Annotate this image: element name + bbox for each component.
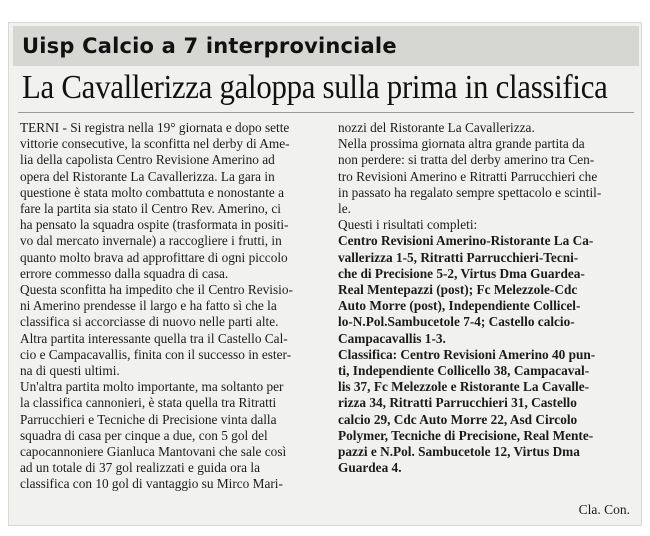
text-line: Real Mentepazzi (post); Fc Melezzole-Cdc bbox=[338, 282, 578, 298]
article-body-left bbox=[20, 120, 313, 493]
text-line: ad un totale di 37 gol realizzati e guida ora la bbox=[20, 460, 260, 476]
text-line: Altra partita interessante quella tra il Castello Cal- bbox=[20, 330, 288, 346]
text-line: quanto molto brava ad approfittare di ogni piccolo bbox=[20, 249, 288, 265]
text-line: lia della capolista Centro Revisione Amerino ad bbox=[20, 152, 275, 168]
section-kicker: Uisp Calcio a 7 interprovinciale bbox=[22, 34, 397, 58]
text-line: Nella prossima giornata altra grande partita da bbox=[338, 136, 585, 152]
text-line: tro Revisioni Amerino e Ritratti Parrucchieri che bbox=[338, 168, 598, 184]
text-line: na di questi ultimi. bbox=[20, 363, 120, 379]
text-line: ti, Independiente Collicello 38, Campacaval- bbox=[338, 363, 590, 379]
article-body-right bbox=[338, 120, 630, 233]
league-standings bbox=[338, 347, 630, 477]
text-line: Auto Morre (post), Independiente Collicel- bbox=[338, 298, 581, 314]
text-line: classifica si accorciasse di nuovo nelle parti alte. bbox=[20, 314, 279, 330]
match-results bbox=[338, 233, 630, 346]
text-line: vittorie consecutive, la sconfitta nel derby di Ame- bbox=[20, 136, 290, 152]
text-line: lo-N.Pol.Sambucetole 7-4; Castello calcio- bbox=[338, 314, 575, 330]
text-line: vallerizza 1-5, Ritratti Parrucchieri-Tecni- bbox=[338, 249, 579, 265]
text-line: le. bbox=[338, 201, 351, 217]
text-line: Questi i risultati completi: bbox=[338, 217, 478, 233]
text-line: rizza 34, Ritratti Parrucchieri 31, Castello bbox=[338, 395, 577, 411]
text-line: fare la partita sia stato il Centro Rev. Amerino, ci bbox=[20, 201, 281, 217]
article-headline: La Cavallerizza galoppa sulla prima in classifica bbox=[22, 69, 608, 106]
text-line: ni Amerino prendesse il largo e ha fatto sì che la bbox=[20, 298, 277, 314]
text-line: lis 37, Fc Melezzole e Ristorante La Cavalle- bbox=[338, 379, 590, 395]
text-line: calcio 29, Cdc Auto Morre 22, Asd Circolo bbox=[338, 411, 578, 427]
text-line: Questa sconfitta ha impedito che il Centro Revisio- bbox=[20, 282, 293, 298]
text-line: classifica con 10 gol di vantaggio su Mirco Mari- bbox=[20, 476, 283, 492]
text-line: Classifica: Centro Revisioni Amerino 40 pun- bbox=[338, 346, 596, 362]
headline-rule bbox=[18, 112, 634, 113]
text-line: questione è stata molto combattuta e nonostante a bbox=[20, 184, 285, 200]
text-line: non perdere: si tratta del derby amerino tra Cen- bbox=[338, 152, 595, 168]
text-line: pazzi e N.Pol. Sambucetole 12, Virtus Dma bbox=[338, 444, 580, 460]
text-line: capocannoniere Gianluca Mantovani che sale così bbox=[20, 444, 287, 460]
text-line: Polymer, Tecniche di Precisione, Real Mente- bbox=[338, 427, 594, 443]
text-line: nozzi del Ristorante La Cavallerizza. bbox=[338, 120, 535, 135]
text-line: cio e Campacavallis, finita con il successo in ester- bbox=[20, 346, 292, 362]
text-line: errore commesso dalla squadra di casa. bbox=[20, 265, 229, 281]
text-line: Campacavallis 1-3. bbox=[338, 330, 446, 346]
text-line: in passato ha regalato sempre spettacolo e scintil- bbox=[338, 184, 602, 200]
text-line: Parrucchieri e Tecniche di Precisione vinta dalla bbox=[20, 411, 277, 427]
author-signature: Cla. Con. bbox=[578, 502, 630, 517]
text-line: Guardea 4. bbox=[338, 460, 402, 476]
article-column-left bbox=[20, 120, 313, 493]
text-line: Centro Revisioni Amerino-Ristorante La Ca- bbox=[338, 233, 594, 249]
text-line: squadra di casa per cinque a due, con 5 gol del bbox=[20, 427, 268, 443]
article-column-right bbox=[338, 120, 630, 476]
text-line: Un'altra partita molto importante, ma soltanto per bbox=[20, 379, 284, 395]
text-line: vo dal mercato invernale) a raccogliere i frutti, in bbox=[20, 233, 282, 249]
text-line: opera del Ristorante La Cavallerizza. La gara in bbox=[20, 168, 275, 184]
text-line: la classifica cannonieri, è stata quella tra Ritratti bbox=[20, 395, 277, 411]
text-line: TERNI - Si registra nella 19° giornata e dopo sette bbox=[20, 120, 290, 135]
text-line: ha pensato la squadra ospite (trasformata in positi- bbox=[20, 217, 289, 233]
text-line: che di Precisione 5-2, Virtus Dma Guardea- bbox=[338, 265, 585, 281]
